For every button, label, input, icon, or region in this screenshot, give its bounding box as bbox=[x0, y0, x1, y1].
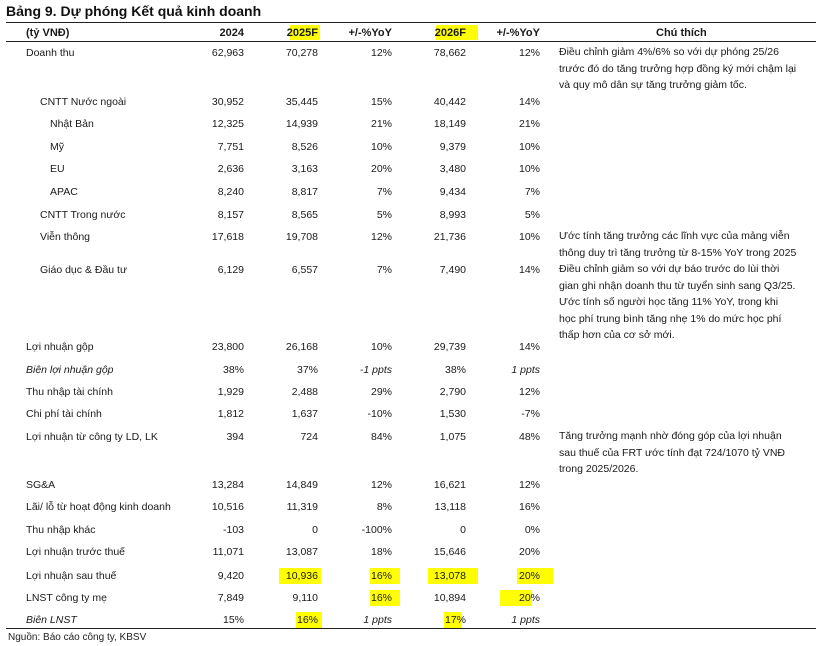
cell-yoy26: 16% bbox=[518, 501, 540, 513]
cell-yoy26: 12% bbox=[518, 47, 540, 59]
cell-yoy25: 1 ppts bbox=[363, 614, 392, 626]
cell-2024: 8,240 bbox=[217, 186, 244, 198]
cell-2025: 8,526 bbox=[291, 141, 318, 153]
cell-yoy25: 16% bbox=[370, 570, 392, 582]
cell-yoy26: 14% bbox=[518, 264, 540, 276]
cell-yoy26: -7% bbox=[521, 408, 540, 420]
row-label: Lợi nhuận gộp bbox=[26, 341, 94, 353]
cell-yoy25: -10% bbox=[367, 408, 392, 420]
cell-2024: 11,071 bbox=[212, 546, 244, 558]
cell-2026: 38% bbox=[444, 364, 466, 376]
cell-2024: 1,929 bbox=[217, 386, 244, 398]
cell-yoy26: 7% bbox=[524, 186, 540, 198]
cell-yoy26: 5% bbox=[524, 209, 540, 221]
table-title: Bảng 9. Dự phóng Kết quả kinh doanh bbox=[6, 3, 262, 19]
cell-2025: 2,488 bbox=[291, 386, 318, 398]
row-label: Mỹ bbox=[50, 141, 64, 153]
row-label: APAC bbox=[50, 186, 78, 198]
row-label: Viễn thông bbox=[40, 231, 91, 243]
cell-yoy25: 15% bbox=[370, 96, 392, 108]
cell-2026: 3,480 bbox=[439, 163, 466, 175]
cell-2024: 13,284 bbox=[211, 479, 244, 491]
row-label: Thu nhập khác bbox=[26, 524, 96, 536]
cell-2026: 15,646 bbox=[433, 546, 466, 558]
cell-2024: 17,618 bbox=[211, 231, 244, 243]
cell-2026: 1,075 bbox=[439, 431, 466, 443]
row-label: Thu nhập tài chính bbox=[26, 386, 113, 398]
cell-yoy26: 10% bbox=[518, 163, 540, 175]
cell-2025: 10,936 bbox=[285, 570, 318, 582]
cell-yoy25: 5% bbox=[376, 209, 392, 221]
cell-yoy25: 18% bbox=[370, 546, 392, 558]
cell-2025: 70,278 bbox=[285, 47, 318, 59]
cell-yoy25: 20% bbox=[370, 163, 392, 175]
row-label: CNTT Nước ngoài bbox=[40, 96, 127, 108]
cell-yoy26: 20% bbox=[518, 546, 540, 558]
cell-2025: 13,087 bbox=[285, 546, 318, 558]
cell-2025: 6,557 bbox=[291, 264, 318, 276]
cell-2024: 9,420 bbox=[217, 570, 244, 582]
cell-2026: 7,490 bbox=[439, 264, 466, 276]
cell-yoy25: 10% bbox=[370, 141, 392, 153]
header-2025f: 2025F bbox=[286, 27, 318, 39]
cell-yoy25: 10% bbox=[370, 341, 392, 353]
cell-yoy26: 1 ppts bbox=[511, 364, 540, 376]
header-unit: (tỷ VNĐ) bbox=[26, 27, 70, 39]
cell-yoy26: 14% bbox=[518, 341, 540, 353]
cell-2026: 21,736 bbox=[433, 231, 466, 243]
cell-2025: 19,708 bbox=[285, 231, 318, 243]
cell-yoy25: 8% bbox=[376, 501, 392, 513]
cell-yoy25: 16% bbox=[370, 592, 392, 604]
cell-2025: 11,319 bbox=[286, 501, 318, 513]
note-affiliates: Tăng trưởng mạnh nhờ đóng góp của lợi nhuận sau thuế của FRT ước tính đạt 724/1070 tỷ VNĐ trong 2025/2026. bbox=[559, 430, 785, 475]
cell-2026: 8,993 bbox=[439, 209, 466, 221]
cell-2026: 29,739 bbox=[433, 341, 466, 353]
cell-yoy26: 21% bbox=[518, 118, 540, 130]
cell-yoy25: 12% bbox=[370, 47, 392, 59]
row-label: Doanh thu bbox=[26, 47, 75, 59]
cell-yoy25: 7% bbox=[376, 264, 392, 276]
cell-2026: 17% bbox=[444, 614, 466, 626]
footer-rule bbox=[6, 628, 816, 629]
header-2026f: 2026F bbox=[434, 27, 466, 39]
cell-2024: -103 bbox=[222, 524, 244, 536]
row-label: LNST công ty mẹ bbox=[26, 592, 107, 604]
row-label: Chi phí tài chính bbox=[26, 408, 102, 420]
cell-2025: 14,849 bbox=[285, 479, 318, 491]
cell-2024: 7,849 bbox=[217, 592, 244, 604]
header-notes: Chú thích bbox=[656, 27, 707, 39]
cell-yoy26: 12% bbox=[518, 386, 540, 398]
header-top-rule bbox=[6, 22, 816, 23]
cell-2026: 10,894 bbox=[433, 592, 466, 604]
row-label: Biên LNST bbox=[26, 614, 77, 626]
cell-yoy26: 1 ppts bbox=[511, 614, 540, 626]
cell-2025: 37% bbox=[296, 364, 318, 376]
cell-yoy25: -100% bbox=[361, 524, 392, 536]
source-footer: Nguồn: Báo cáo công ty, KBSV bbox=[8, 632, 147, 643]
cell-2026: 16,621 bbox=[433, 479, 466, 491]
row-label: Lợi nhuận trước thuế bbox=[26, 546, 126, 558]
cell-yoy25: -1 ppts bbox=[359, 364, 392, 376]
cell-2026: 13,078 bbox=[433, 570, 466, 582]
header-bottom-rule bbox=[6, 41, 816, 42]
cell-2026: 40,442 bbox=[433, 96, 466, 108]
row-label: SG&A bbox=[26, 479, 56, 491]
cell-2025: 35,445 bbox=[285, 96, 318, 108]
cell-yoy25: 21% bbox=[370, 118, 392, 130]
note-revenue: Điều chỉnh giảm 4%/6% so với dự phóng 25/26 trước đó do tăng trưởng hợp đồng ký mới chậm lại và quy mô dân sự tăng trưởng giảm tốc. bbox=[559, 46, 797, 91]
row-label: Lợi nhuận sau thuế bbox=[26, 570, 117, 582]
cell-yoy26: 14% bbox=[518, 96, 540, 108]
cell-2026: 13,118 bbox=[434, 501, 466, 513]
cell-2025: 8,565 bbox=[291, 209, 318, 221]
cell-2025: 0 bbox=[312, 524, 318, 536]
cell-yoy26: 10% bbox=[518, 141, 540, 153]
row-label: CNTT Trong nước bbox=[40, 209, 126, 221]
cell-2024: 12,325 bbox=[211, 118, 244, 130]
row-label: Lãi/ lỗ từ hoạt động kinh doanh bbox=[26, 501, 171, 513]
row-label: Nhật Bản bbox=[50, 118, 94, 130]
cell-yoy26: 12% bbox=[518, 479, 540, 491]
cell-2025: 724 bbox=[300, 431, 318, 443]
cell-2024: 62,963 bbox=[211, 47, 244, 59]
cell-2024: 23,800 bbox=[211, 341, 244, 353]
cell-yoy25: 29% bbox=[370, 386, 392, 398]
cell-2025: 26,168 bbox=[285, 341, 318, 353]
cell-2024: 394 bbox=[226, 431, 244, 443]
cell-2026: 9,434 bbox=[439, 186, 466, 198]
cell-yoy25: 12% bbox=[370, 479, 392, 491]
cell-2025: 3,163 bbox=[291, 163, 318, 175]
header-2024: 2024 bbox=[219, 27, 244, 39]
cell-2024: 8,157 bbox=[217, 209, 244, 221]
row-label: Giáo dục & Đầu tư bbox=[40, 264, 127, 276]
cell-yoy25: 12% bbox=[370, 231, 392, 243]
cell-2025: 9,110 bbox=[292, 592, 318, 604]
row-label: Biên lợi nhuận gộp bbox=[26, 364, 114, 376]
cell-2025: 1,637 bbox=[291, 408, 318, 420]
cell-2024: 7,751 bbox=[217, 141, 244, 153]
cell-2024: 38% bbox=[222, 364, 244, 376]
cell-2024: 1,812 bbox=[217, 408, 244, 420]
cell-2026: 1,530 bbox=[439, 408, 466, 420]
row-label: EU bbox=[50, 163, 65, 175]
cell-2026: 2,790 bbox=[439, 386, 466, 398]
cell-2026: 9,379 bbox=[439, 141, 466, 153]
cell-2024: 10,516 bbox=[211, 501, 244, 513]
cell-2024: 6,129 bbox=[217, 264, 244, 276]
cell-yoy26: 0% bbox=[524, 524, 540, 536]
cell-2024: 2,636 bbox=[217, 163, 244, 175]
cell-2024: 30,952 bbox=[211, 96, 244, 108]
row-label: Lợi nhuận từ công ty LD, LK bbox=[26, 431, 158, 443]
cell-2024: 15% bbox=[222, 614, 244, 626]
cell-yoy26: 48% bbox=[518, 431, 540, 443]
cell-2026: 18,149 bbox=[433, 118, 466, 130]
header-yoy-2026: +/-%YoY bbox=[496, 27, 540, 39]
cell-2025: 14,939 bbox=[285, 118, 318, 130]
cell-2025: 16% bbox=[296, 614, 318, 626]
cell-yoy26: 20% bbox=[518, 592, 540, 604]
cell-yoy25: 7% bbox=[376, 186, 392, 198]
cell-yoy25: 84% bbox=[370, 431, 392, 443]
cell-2026: 78,662 bbox=[433, 47, 466, 59]
cell-yoy26: 20% bbox=[518, 570, 540, 582]
header-yoy-2025: +/-%YoY bbox=[348, 27, 392, 39]
cell-2025: 8,817 bbox=[291, 186, 318, 198]
cell-yoy26: 10% bbox=[518, 231, 540, 243]
note-telecom-education: Ước tính tăng trưởng các lĩnh vực của mảng viễn thông duy trì tăng trưởng từ 8-15% YoY trong 2025 Điều chỉnh giảm so với dự báo trước do lùi thời gian ghi nhận doanh thu từ tuyển sinh sang Q3/25. Ước tính số người học tăng 11% YoY, trong khi học phí trung bình tăng nhẹ 1% do mức học phí thấp hơn của cơ sở mới. bbox=[559, 230, 797, 341]
cell-2026: 0 bbox=[460, 524, 466, 536]
